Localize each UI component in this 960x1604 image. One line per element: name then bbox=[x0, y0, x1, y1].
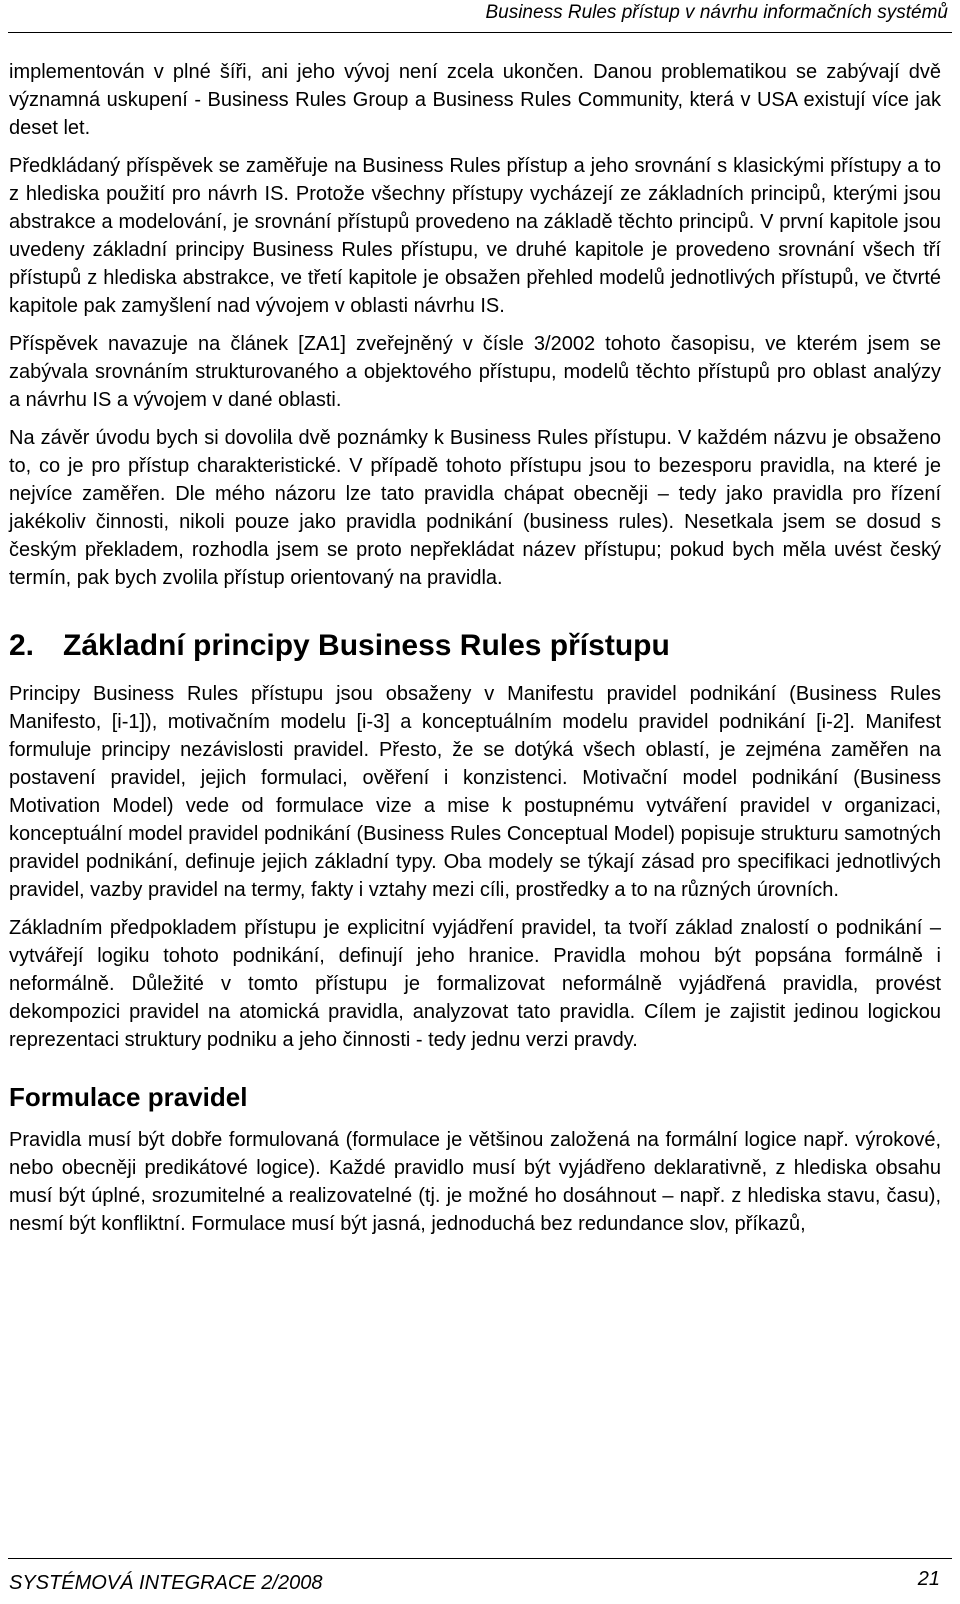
paragraph: implementován v plné šíři, ani jeho vývoj není zcela ukončen. Danou problematikou se zabývají dvě významná uskupení - Business Rules Group a Business Rules Community, která v USA existují více jak deset let. bbox=[9, 61, 941, 139]
paragraph: Předkládaný příspěvek se zaměřuje na Business Rules přístup a jeho srovnání s klasickými přístupy a to z hlediska použití pro návrh IS. Protože všechny přístupy vycházejí ze základních principů, kterými jsou abstrakce a modelování, je srovnání přístupů provedeno na základě těchto principů. V první kapitole jsou uvedeny základní principy Business Rules přístupu, ve druhé kapitole je provedeno srovnání všech tří přístupů z hlediska abstrakce, ve třetí kapitole je obsažen přehled modelů jednotlivých přístupů, ve čtvrté kapitole pak zamyšlení nad vývojem v oblasti návrhu IS. bbox=[9, 155, 941, 317]
paragraph: Na závěr úvodu bych si dovolila dvě poznámky k Business Rules přístupu. V každém názvu je obsaženo to, co je pro přístup charakteristické. V případě tohoto přístupu jsou to bezesporu pravidla, na které je nejvíce zaměřen. Dle mého názoru lze tato pravidla chápat obecněji – tedy jako pravidla pro řízení jakékoliv činnosti, nikoli pouze jako pravidla podnikání (business rules). Nesetkala jsem se dosud s českým překladem, rozhodla jsem se proto nepřekládat název přístupu; pokud bych měla uvést český termín, pak bych zvolila přístup orientovaný na pravidla. bbox=[9, 427, 941, 589]
footer-rule bbox=[8, 1558, 952, 1559]
header-rule bbox=[8, 32, 952, 33]
paragraph: Pravidla musí být dobře formulovaná (formulace je většinou založená na formální logice např. výrokové, nebo obecněji predikátové logice). Každé pravidlo musí být vyjádřeno deklarativně, z hlediska obsahu musí být úplné, srozumitelné a realizovatelné (tj. je možné ho dosáhnout – např. z hlediska stavu, času), nesmí být konfliktní. Formulace musí být jasná, jednoduchá bez redundance slov, příkazů, bbox=[9, 1129, 941, 1235]
running-header: Business Rules přístup v návrhu informačních systémů bbox=[485, 2, 948, 23]
subsection-heading: Formulace pravidel bbox=[9, 1082, 248, 1112]
section-title: Základní principy Business Rules přístupu bbox=[63, 629, 670, 662]
body-content bbox=[9, 58, 941, 1248]
paragraph: Základním předpokladem přístupu je explicitní vyjádření pravidel, ta tvoří základ znalostí o podnikání – vytvářejí logiku tohoto podnikání, definují jeho hranice. Pravidla mohou být popsána formálně i neformálně. Důležité v tomto přístupu je formalizovat neformálně vyjádřená pravidla, provést dekompozici pravidel na atomická pravidla, analyzovat tato pravidla. Cílem je zajistit jedinou logickou reprezentaci struktury podniku a jeho činnosti - tedy jednu verzi pravdy. bbox=[9, 917, 941, 1051]
paragraph: Příspěvek navazuje na článek [ZA1] zveřejněný v čísle 3/2002 tohoto časopisu, ve kterém jsem se zabývala srovnáním strukturovaného a objektového přístupu, modelů těchto přístupů pro oblast analýzy a návrhu IS a vývojem v dané oblasti. bbox=[9, 333, 941, 411]
footer-journal: SYSTÉMOVÁ INTEGRACE 2/2008 bbox=[9, 1572, 323, 1594]
section-heading bbox=[9, 626, 941, 666]
paragraph: Principy Business Rules přístupu jsou obsaženy v Manifestu pravidel podnikání (Business Rules Manifesto, [i-1]), motivačním modelu [i-3] a konceptuálním modelu pravidel podnikání [i-2]. Manifest formuluje principy nezávislosti pravidel. Přesto, že se dotýká všech oblastí, je zejména zaměřen na postavení pravidel, jejich formulaci, ověření i konzistenci. Motivační model podnikání (Business Motivation Model) vede od formulace vize a mise k postupnému vytváření pravidel v organizaci, konceptuální model pravidel podnikání (Business Rules Conceptual Model) popisuje strukturu samotných pravidel podnikání, definuje jejich základní typy. Oba modely se týkají zásad pro specifikaci jednotlivých pravidel, vazby pravidel na termy, fakty i vztahy mezi cíli, prostředky a to na různých úrovních. bbox=[9, 683, 941, 901]
section-number: 2. bbox=[9, 629, 35, 662]
page-number: 21 bbox=[917, 1568, 940, 1590]
